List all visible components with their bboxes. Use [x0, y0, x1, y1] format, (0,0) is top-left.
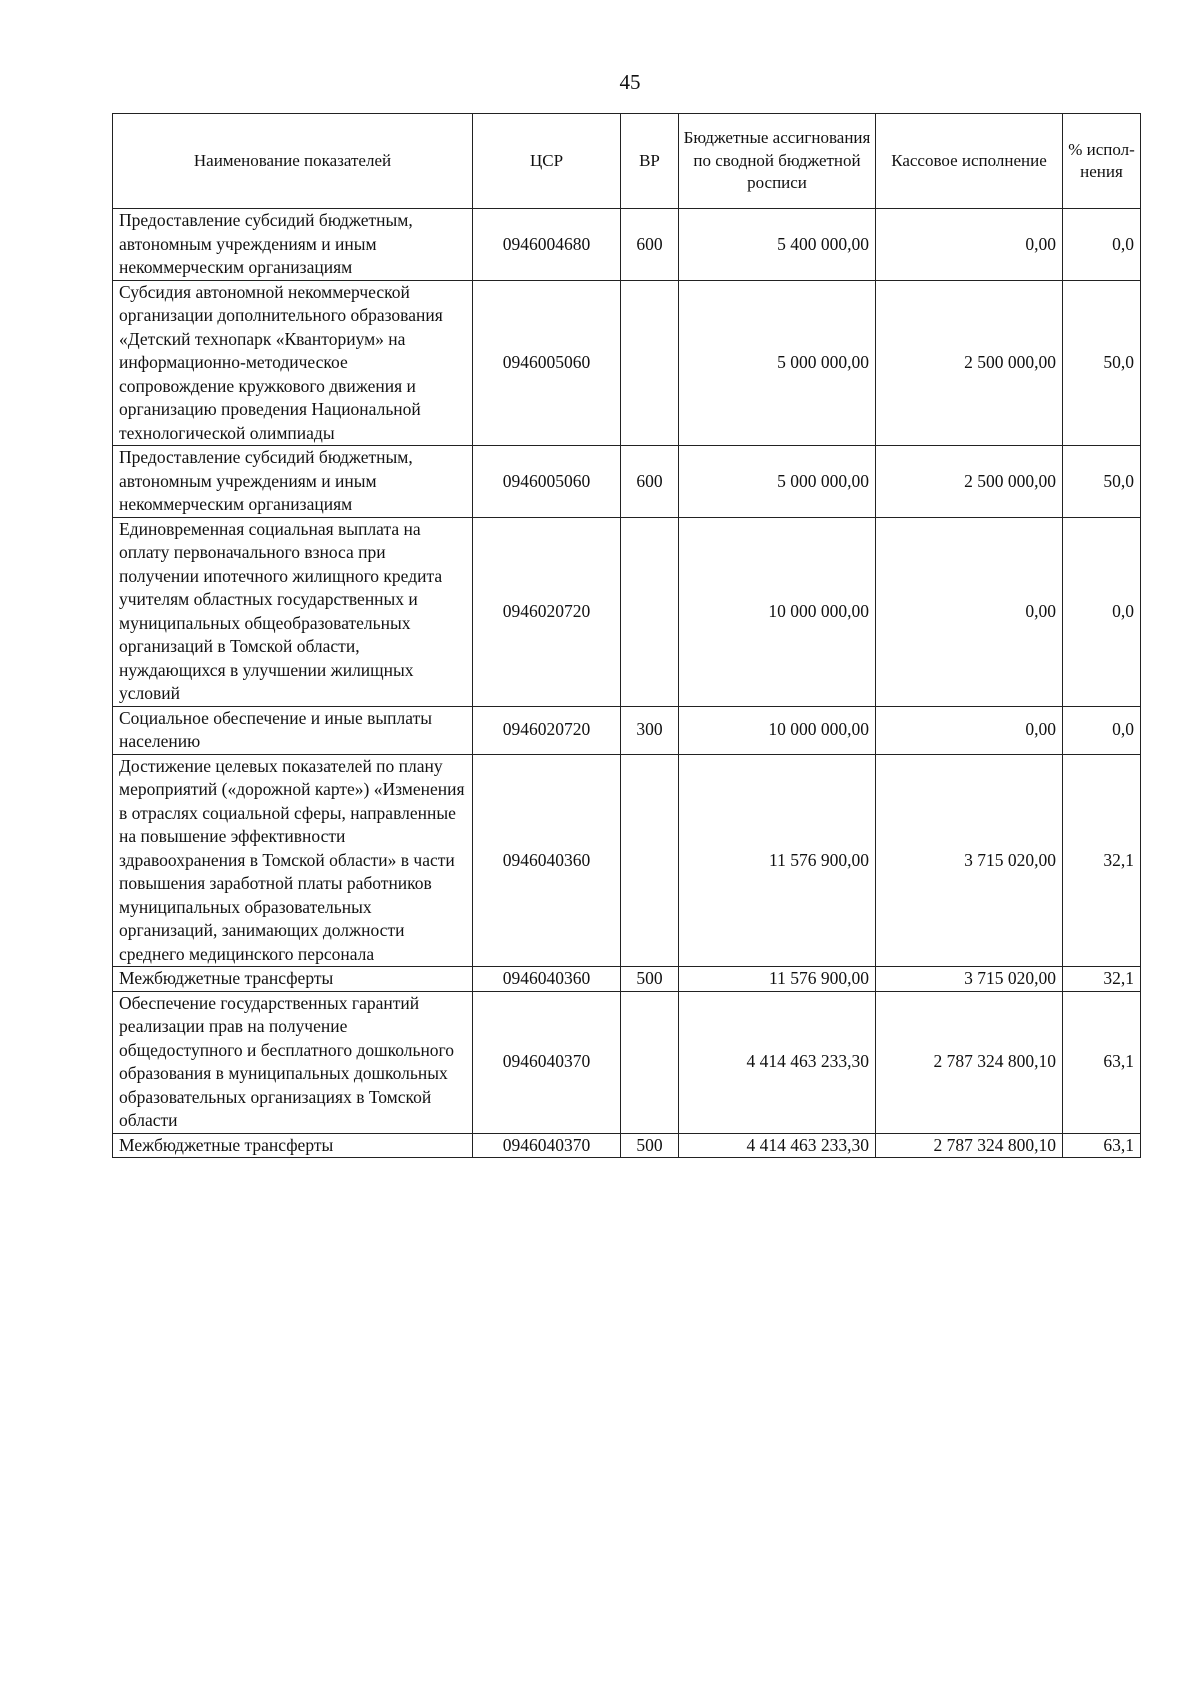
row-vr	[621, 754, 679, 967]
row-name: Предоставление субсидий бюджетным, автономным учреждениям и иным некоммерческим организациям	[113, 446, 473, 518]
row-csr: 0946004680	[473, 209, 621, 281]
table-row	[113, 754, 1141, 967]
row-allocations: 5 000 000,00	[679, 280, 876, 446]
row-allocations: 10 000 000,00	[679, 517, 876, 706]
row-csr: 0946020720	[473, 517, 621, 706]
column-header-csr: ЦСР	[473, 114, 621, 209]
row-vr: 600	[621, 446, 679, 518]
row-vr	[621, 517, 679, 706]
row-execution: 3 715 020,00	[876, 967, 1063, 992]
row-name: Предоставление субсидий бюджетным, автономным учреждениям и иным некоммерческим организациям	[113, 209, 473, 281]
row-csr: 0946005060	[473, 446, 621, 518]
row-execution: 0,00	[876, 517, 1063, 706]
row-allocations: 4 414 463 233,30	[679, 991, 876, 1133]
row-allocations: 4 414 463 233,30	[679, 1133, 876, 1158]
row-allocations: 5 400 000,00	[679, 209, 876, 281]
row-percent: 63,1	[1063, 1133, 1141, 1158]
row-percent: 0,0	[1063, 706, 1141, 754]
row-csr: 0946040360	[473, 967, 621, 992]
row-name: Социальное обеспечение и иные выплаты населению	[113, 706, 473, 754]
row-percent: 0,0	[1063, 209, 1141, 281]
row-vr: 500	[621, 1133, 679, 1158]
table-row	[113, 1133, 1141, 1158]
table-row	[113, 991, 1141, 1133]
column-header-allocations: Бюджетные ассигнования по сводной бюджетной росписи	[679, 114, 876, 209]
budget-table	[112, 113, 1141, 1158]
row-percent: 50,0	[1063, 446, 1141, 518]
row-execution: 2 787 324 800,10	[876, 991, 1063, 1133]
row-percent: 63,1	[1063, 991, 1141, 1133]
row-allocations: 11 576 900,00	[679, 754, 876, 967]
table-row	[113, 280, 1141, 446]
table-row	[113, 517, 1141, 706]
page-number: 45	[619, 70, 641, 94]
row-name: Единовременная социальная выплата на оплату первоначального взноса при получении ипотечного жилищного кредита учителям областных государственных и муниципальных общеобразовательных организаций в Томской области, нуждающихся в улучшении жилищных условий	[113, 517, 473, 706]
row-execution: 0,00	[876, 706, 1063, 754]
row-percent: 32,1	[1063, 967, 1141, 992]
column-header-name: Наименование показателей	[113, 114, 473, 209]
row-execution: 2 787 324 800,10	[876, 1133, 1063, 1158]
column-header-execution: Кассовое исполнение	[876, 114, 1063, 209]
table-row	[113, 209, 1141, 281]
row-name: Субсидия автономной некоммерческой организации дополнительного образования «Детский технопарк «Кванториум» на информационно-методическое сопровождение кружкового движения и организацию проведения Национальной технологической олимпиады	[113, 280, 473, 446]
row-execution: 0,00	[876, 209, 1063, 281]
row-allocations: 11 576 900,00	[679, 967, 876, 992]
row-name: Межбюджетные трансферты	[113, 967, 473, 992]
row-csr: 0946020720	[473, 706, 621, 754]
row-execution: 2 500 000,00	[876, 280, 1063, 446]
row-vr: 600	[621, 209, 679, 281]
row-csr: 0946005060	[473, 280, 621, 446]
table-row	[113, 446, 1141, 518]
row-vr: 500	[621, 967, 679, 992]
row-percent: 0,0	[1063, 517, 1141, 706]
table-row	[113, 706, 1141, 754]
row-csr: 0946040370	[473, 1133, 621, 1158]
row-percent: 32,1	[1063, 754, 1141, 967]
column-header-percent: % испол-нения	[1063, 114, 1141, 209]
row-csr: 0946040370	[473, 991, 621, 1133]
table-header-row	[113, 114, 1141, 209]
row-name: Межбюджетные трансферты	[113, 1133, 473, 1158]
table-row	[113, 967, 1141, 992]
row-execution: 3 715 020,00	[876, 754, 1063, 967]
row-vr: 300	[621, 706, 679, 754]
row-name: Достижение целевых показателей по плану мероприятий («дорожной карте») «Изменения в отраслях социальной сферы, направленные на повышение эффективности здравоохранения в Томской области» в части повышения заработной платы работников муниципальных образовательных организаций, занимающих должности среднего медицинского персонала	[113, 754, 473, 967]
row-csr: 0946040360	[473, 754, 621, 967]
row-execution: 2 500 000,00	[876, 446, 1063, 518]
row-vr	[621, 991, 679, 1133]
row-vr	[621, 280, 679, 446]
column-header-vr: ВР	[621, 114, 679, 209]
row-allocations: 10 000 000,00	[679, 706, 876, 754]
row-allocations: 5 000 000,00	[679, 446, 876, 518]
row-percent: 50,0	[1063, 280, 1141, 446]
row-name: Обеспечение государственных гарантий реализации прав на получение общедоступного и бесплатного дошкольного образования в муниципальных дошкольных образовательных организациях в Томской области	[113, 991, 473, 1133]
